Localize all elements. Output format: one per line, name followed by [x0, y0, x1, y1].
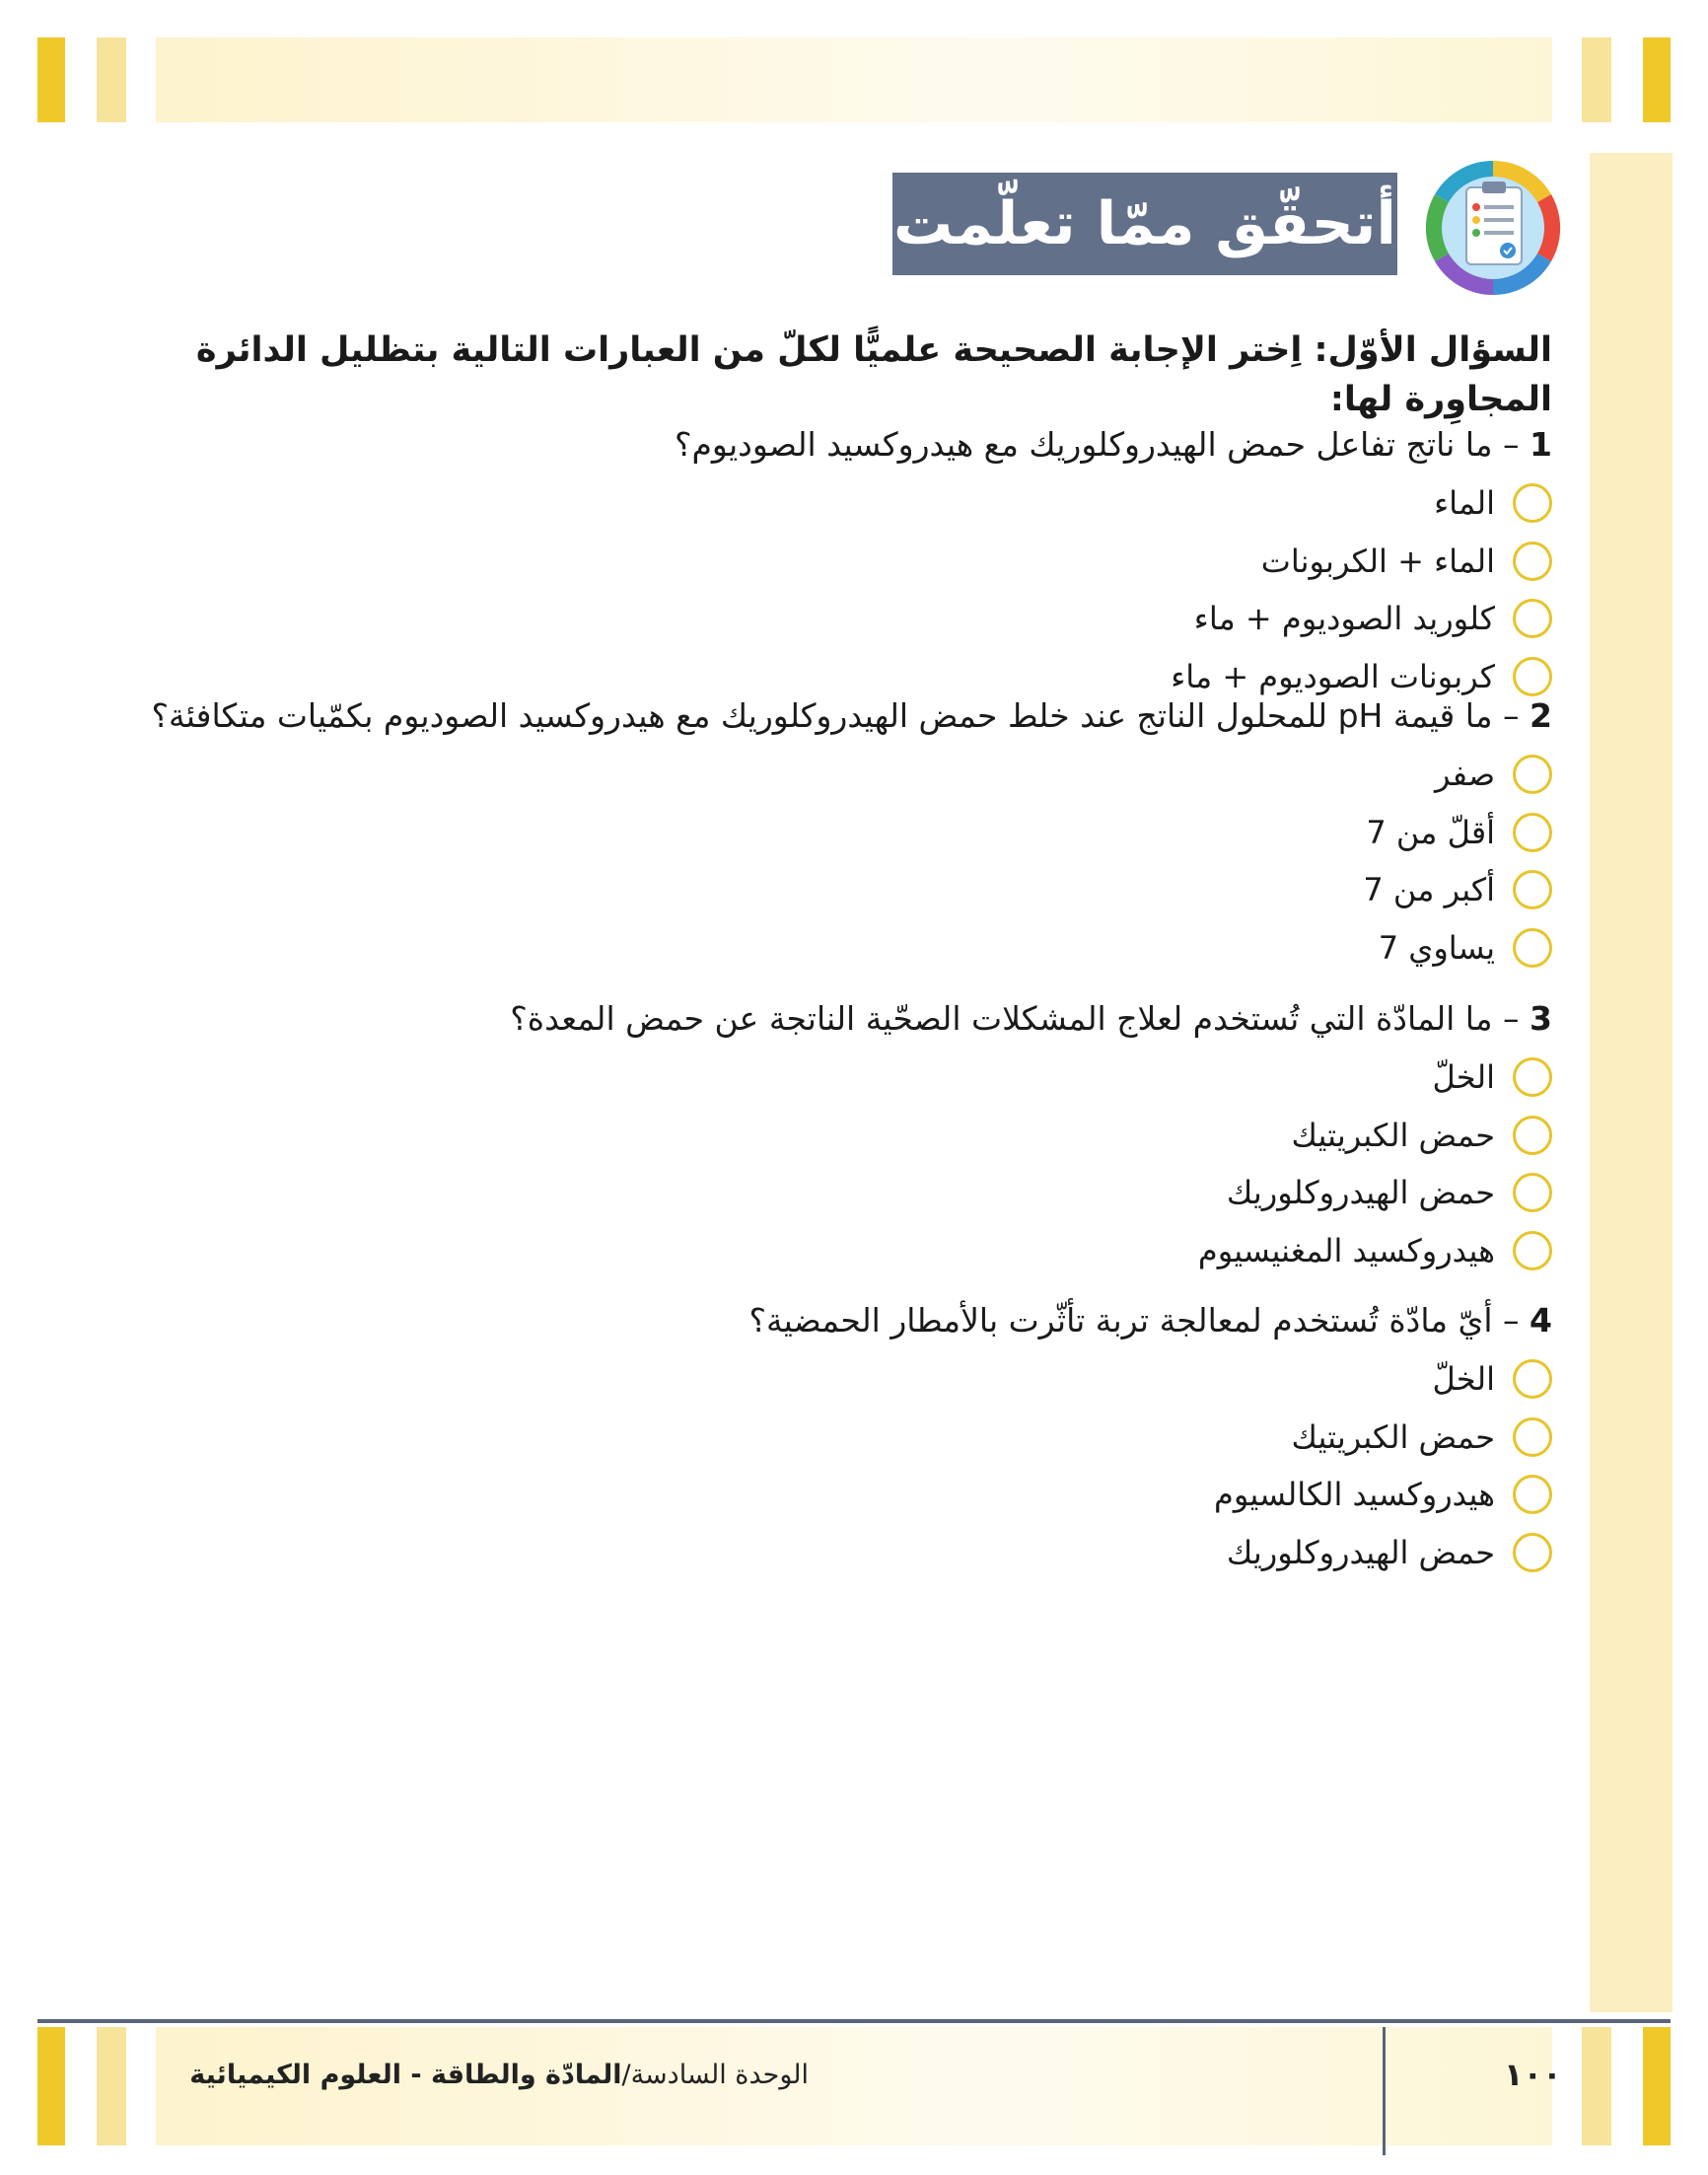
top-left-stripe-light: [97, 37, 126, 122]
option-label: هيدروكسيد الكالسيوم: [1214, 1476, 1495, 1514]
question-stem: أيّ مادّة تُستخدم لمعالجة تربة تأثّرت بالأمطار الحمضية؟: [748, 1301, 1493, 1340]
option-label: هيدروكسيد المغنيسيوم: [1197, 1231, 1495, 1269]
option-3-1[interactable]: [142, 1049, 1552, 1107]
answer-circle-radio[interactable]: [1513, 1173, 1552, 1212]
question-2: [142, 690, 1552, 977]
right-side-band: [1590, 153, 1672, 2012]
option-label: حمض الكبريتيك: [1291, 1417, 1495, 1456]
question-stem: ما المادّة التي تُستخدم لعلاج المشكلات الصحّية الناتجة عن حمض المعدة؟: [510, 999, 1493, 1038]
question-text: 4 – أيّ مادّة تُستخدم لمعالجة تربة تأثّرت بالأمطار الحمضية؟: [748, 1301, 1552, 1340]
answer-circle-radio[interactable]: [1513, 1231, 1552, 1270]
question-text: 2 – ما قيمة pH للمحلول الناتج عند خلط حمض الهيدروكلوريك مع هيدروكسيد الصوديوم بكمّيات متكافئة؟: [151, 696, 1552, 735]
option-label: أكبر من 7: [1363, 871, 1495, 909]
question-stem: ما قيمة pH للمحلول الناتج عند خلط حمض الهيدروكلوريك مع هيدروكسيد الصوديوم بكمّيات متكافئة؟: [151, 696, 1493, 735]
option-3-3[interactable]: [142, 1164, 1552, 1222]
option-2-3[interactable]: [142, 861, 1552, 919]
option-label: الخلّ: [1432, 1360, 1495, 1399]
option-1-3[interactable]: [142, 590, 1552, 648]
option-2-2[interactable]: [142, 804, 1552, 862]
option-label: كربونات الصوديوم + ماء: [1171, 657, 1495, 695]
section-title: [892, 173, 1397, 275]
bottom-left-stripe-light: [97, 2027, 126, 2145]
bottom-right-stripe-light: [1582, 2027, 1611, 2145]
top-header-band: [156, 37, 1552, 122]
option-4-1[interactable]: [142, 1350, 1552, 1409]
option-label: كلوريد الصوديوم + ماء: [1193, 600, 1495, 638]
answer-circle-radio[interactable]: [1513, 755, 1552, 794]
question-number: 1: [1530, 425, 1552, 464]
option-label: حمض الكبريتيك: [1291, 1116, 1495, 1154]
question-text: 3 – ما المادّة التي تُستخدم لعلاج المشكلات الصحّية الناتجة عن حمض المعدة؟: [510, 999, 1552, 1038]
bottom-left-stripe-dark: [37, 2027, 65, 2145]
option-label: الماء: [1434, 484, 1495, 523]
question-3: [142, 993, 1552, 1279]
answer-circle-radio[interactable]: [1513, 1475, 1552, 1514]
answer-circle-radio[interactable]: [1513, 870, 1552, 909]
bottom-right-stripe-dark: [1643, 2027, 1671, 2145]
top-right-stripe-light: [1582, 37, 1611, 122]
option-4-4[interactable]: [142, 1524, 1552, 1582]
question-1: [142, 419, 1552, 705]
question-number: 4: [1530, 1301, 1552, 1340]
option-label: صفر: [1434, 756, 1495, 794]
section-title-text: أتحقّق ممّا تعلّمت: [893, 189, 1396, 258]
question-instruction: السؤال الأوّل: اِختر الإجابة الصحيحة علميًّا لكلّ من العبارات التالية بتظليل الدائرة المجاوِرة لها:: [195, 330, 1552, 419]
option-2-1[interactable]: [142, 746, 1552, 804]
footer-divider: [1383, 2027, 1386, 2155]
answer-circle-radio[interactable]: [1513, 813, 1552, 852]
option-3-2[interactable]: [142, 1107, 1552, 1165]
question-number: 3: [1530, 999, 1552, 1038]
checklist-clipboard-icon: [1423, 158, 1563, 298]
option-2-4[interactable]: [142, 919, 1552, 978]
option-label: حمض الهيدروكلوريك: [1226, 1533, 1495, 1571]
answer-circle-radio[interactable]: [1513, 542, 1552, 581]
top-right-stripe-dark: [1643, 37, 1671, 122]
answer-circle-radio[interactable]: [1513, 599, 1552, 638]
footer-unit-prefix: الوحدة السادسة/: [621, 2060, 809, 2090]
footer-rule: [37, 2019, 1671, 2023]
top-left-stripe-dark: [37, 37, 65, 122]
answer-circle-radio[interactable]: [1513, 1533, 1552, 1572]
answer-circle-radio[interactable]: [1513, 1116, 1552, 1155]
option-label: أقلّ من 7: [1366, 813, 1495, 851]
footer-unit-title: [168, 2060, 809, 2090]
question-4: [142, 1295, 1552, 1581]
answer-circle-radio[interactable]: [1513, 1417, 1552, 1457]
question-stem: ما ناتج تفاعل حمض الهيدروكلوريك مع هيدروكسيد الصوديوم؟: [674, 425, 1493, 464]
option-3-4[interactable]: [142, 1222, 1552, 1280]
answer-circle-radio[interactable]: [1513, 483, 1552, 523]
answer-circle-radio[interactable]: [1513, 928, 1552, 968]
option-label: الخلّ: [1432, 1058, 1495, 1097]
answer-circle-radio[interactable]: [1513, 1057, 1552, 1097]
footer-unit-name: المادّة والطاقة - العلوم الكيميائية: [189, 2060, 622, 2090]
option-label: الماء + الكربونات: [1260, 542, 1495, 580]
option-1-2[interactable]: [142, 533, 1552, 591]
option-4-3[interactable]: [142, 1466, 1552, 1524]
answer-circle-radio[interactable]: [1513, 1359, 1552, 1399]
option-4-2[interactable]: [142, 1409, 1552, 1467]
option-label: يساوي 7: [1378, 928, 1495, 967]
option-1-1[interactable]: [142, 474, 1552, 533]
question-text: 1 – ما ناتج تفاعل حمض الهيدروكلوريك مع هيدروكسيد الصوديوم؟: [674, 425, 1552, 464]
page-number: ١٠٠: [1504, 2056, 1562, 2093]
question-number: 2: [1530, 696, 1552, 735]
option-label: حمض الهيدروكلوريك: [1226, 1174, 1495, 1212]
